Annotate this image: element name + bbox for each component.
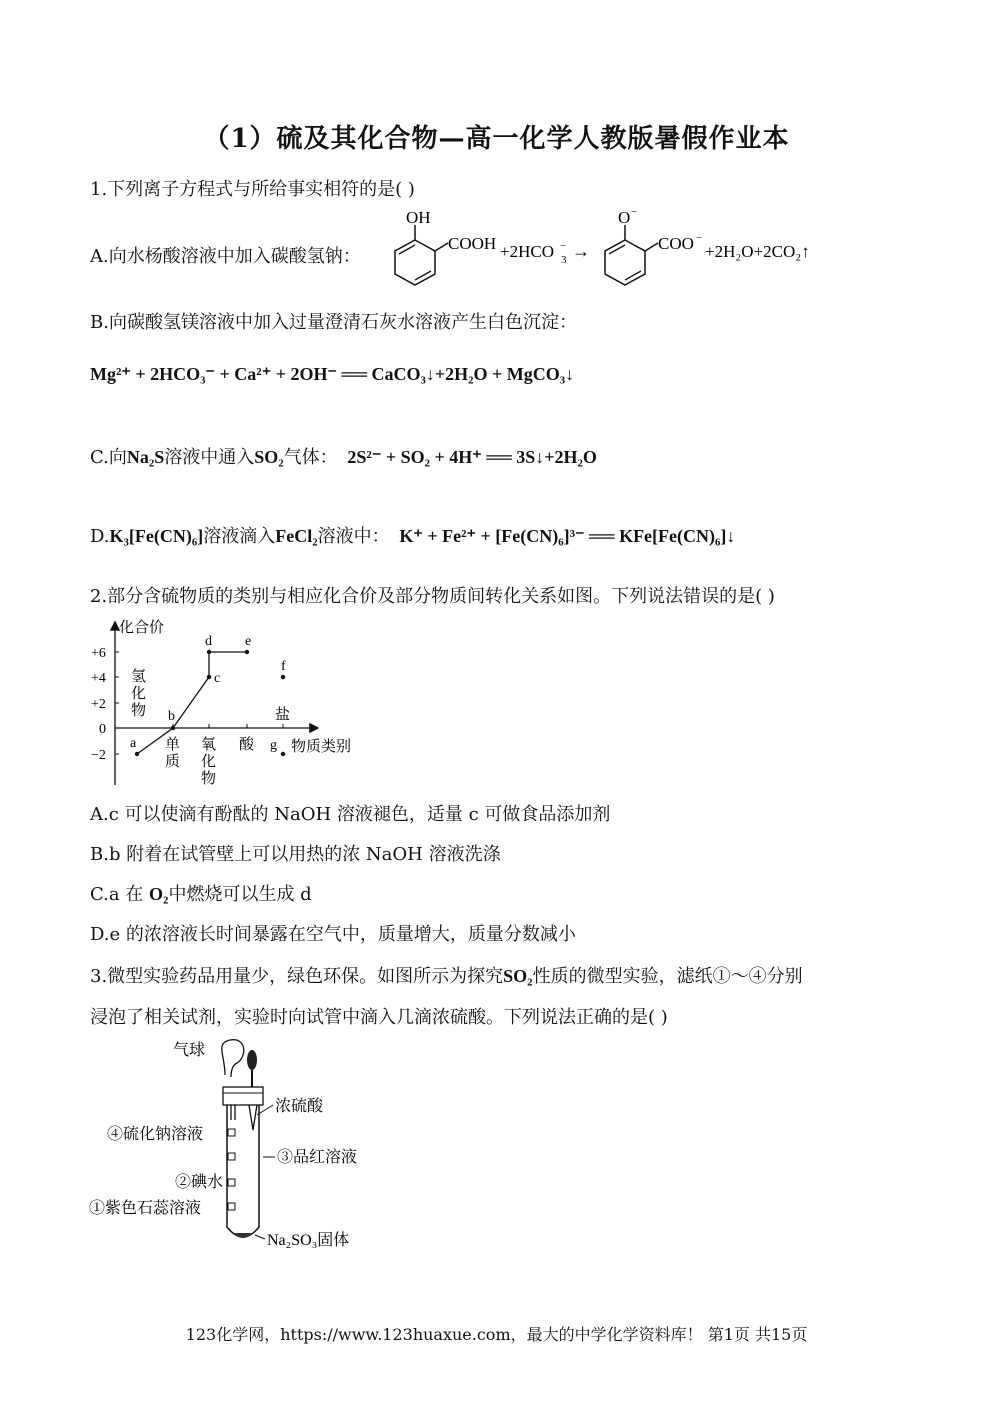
- point-label-d: d: [205, 634, 212, 649]
- point-label-c: c: [214, 671, 221, 686]
- y-tick-label: +6: [91, 646, 106, 661]
- category-element: 单质: [165, 737, 181, 770]
- label-4: ④硫化钠溶液: [107, 1126, 204, 1143]
- q1-option-b-equation: Mg²⁺ + 2HCO₃⁻ + Ca²⁺ + 2OH⁻ ══ CaCO₃↓+2H₂O + MgCO₃↓: [90, 364, 575, 384]
- transformation-path: [137, 652, 247, 754]
- category-acid: 酸: [239, 737, 255, 753]
- benzene-ring-right: [605, 240, 645, 285]
- q2-option-c-post: 中燃烧可以生成 d: [168, 884, 312, 905]
- svg-text:−: −: [631, 206, 638, 218]
- q1-option-c-mid: 溶液中通入: [164, 447, 255, 468]
- na2s-formula: Na₂S: [126, 447, 165, 467]
- q3-stem-pre: 3.微型实验药品用量少，绿色环保。如图所示为探究: [90, 966, 504, 987]
- benzene-ring-left: [395, 240, 435, 285]
- q1-option-b-text: B.向碳酸氢镁溶液中加入过量澄清石灰水溶液产生白色沉淀：: [90, 312, 577, 333]
- svg-text:3: 3: [561, 254, 567, 266]
- reaction-products: +2H₂O+2CO₂↑: [705, 242, 810, 261]
- q2-option-a: A.c 可以使滴有酚酞的 NaOH 溶液褪色，适量 c 可做食品添加剂: [90, 804, 611, 825]
- balloon: [222, 1040, 244, 1077]
- q3-stem-line2: 浸泡了相关试剂，实验时向试管中滴入几滴浓硫酸。下列说法正确的是( ): [90, 1007, 668, 1028]
- y-tick-label: +4: [91, 671, 106, 686]
- q1-option-c: [90, 443, 597, 469]
- page-footer: 123化学网，https://www.123huaxue.com，最大的中学化学资料库！ 第1页 共15页: [185, 1325, 808, 1344]
- solid-label: Na₂SO₃固体: [267, 1232, 350, 1249]
- oh-group-label: OH: [406, 208, 431, 227]
- point-label-f: f: [281, 659, 286, 674]
- fecl2-formula: FeCl₂: [275, 526, 318, 546]
- q3-stem-post: 性质的微型实验，滤纸①～④分别: [532, 966, 803, 987]
- x-axis-label: 物质类别: [291, 739, 352, 755]
- svg-text:−: −: [560, 240, 567, 252]
- q1-option-c-prefix: C.向: [90, 447, 127, 468]
- q1-option-d-mid2: 溶液中：: [317, 526, 390, 547]
- q1-option-a-text: A.向水杨酸溶液中加入碳酸氢钠：: [90, 246, 361, 267]
- acid-label: 浓硫酸: [275, 1098, 324, 1115]
- point-label-e: e: [245, 634, 252, 649]
- q2-option-d: D.e 的浓溶液长时间暴露在空气中，质量增大，质量分数减小: [90, 924, 576, 945]
- solid-sample: [233, 1233, 253, 1238]
- q1-option-c-gas: 气体：: [283, 447, 338, 468]
- label-2: ②碘水: [175, 1174, 224, 1191]
- q1-option-c-equation: 2S²⁻ + SO₂ + 4H⁺ ══ 3S↓+2H₂O: [347, 447, 597, 467]
- so2-formula: SO₂: [254, 447, 284, 467]
- sulfur-valence-diagram: [85, 615, 365, 790]
- y-axis-label: 化合价: [119, 620, 165, 636]
- category-hydride: 氢化物: [131, 669, 147, 719]
- carboxylate-label: COO: [658, 234, 694, 253]
- bicarbonate-label: +2HCO: [500, 242, 554, 261]
- q2-stem: 2.部分含硫物质的类别与相应化合价及部分物质间转化关系如图。下列说法错误的是( ): [90, 586, 775, 607]
- stopper: [223, 1087, 263, 1105]
- q3-stem-line1: [90, 962, 803, 988]
- category-salt: 盐: [275, 707, 291, 723]
- ferricyanide-formula: K₃[Fe(CN)₆]: [109, 526, 204, 546]
- point-label-a: a: [130, 736, 137, 751]
- so2-formula: SO₂: [503, 966, 533, 986]
- phenoxide-label: O: [618, 208, 631, 227]
- point-label-g: g: [270, 738, 277, 753]
- q1-stem: 1.下列离子方程式与所给事实相符的是( ): [90, 179, 415, 200]
- balloon-label: 气球: [173, 1042, 206, 1059]
- so2-experiment-diagram: [85, 1035, 385, 1260]
- q1-option-d-mid: 溶液滴入: [203, 526, 276, 547]
- point-label-b: b: [168, 709, 175, 724]
- salicylic-reaction-diagram: [380, 205, 840, 295]
- q1-option-d: [90, 522, 735, 548]
- y-tick-label: 0: [99, 722, 106, 737]
- svg-text:−: −: [696, 232, 703, 244]
- q2-option-c-pre: C.a 在: [90, 884, 144, 905]
- page-title: （1）硫及其化合物—高一化学人教版暑假作业本: [203, 124, 790, 154]
- q1-option-d-equation: K⁺ + Fe²⁺ + [Fe(CN)₆]³⁻ ══ KFe[Fe(CN)₆]↓: [399, 526, 736, 546]
- q2-option-c: [90, 880, 312, 906]
- label-1: ①紫色石蕊溶液: [89, 1200, 202, 1217]
- q2-option-b: B.b 附着在试管壁上可以用热的浓 NaOH 溶液洗涤: [90, 844, 501, 865]
- y-tick-label: −2: [91, 748, 106, 763]
- label-3: ③品红溶液: [277, 1149, 358, 1166]
- o2-formula: O₂: [149, 884, 169, 904]
- reaction-arrow: →: [572, 241, 590, 261]
- cooh-group-label: COOH: [448, 234, 497, 253]
- y-tick-label: +2: [91, 697, 106, 712]
- dropper-bulb: [247, 1050, 257, 1070]
- q1-option-d-prefix: D.: [90, 526, 110, 547]
- category-oxide: 氧化物: [201, 737, 217, 787]
